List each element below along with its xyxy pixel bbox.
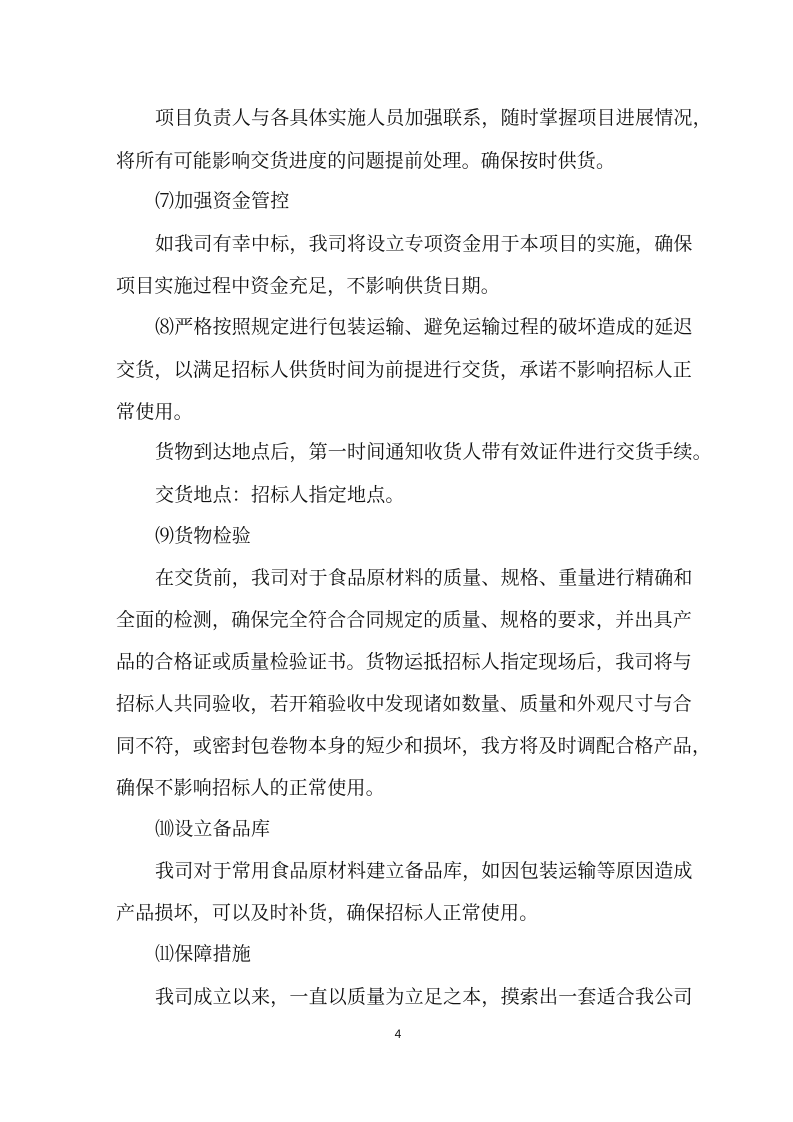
paragraph-line: 项目实施过程中资金充足，不影响供货日期。: [116, 275, 501, 297]
paragraph-line: 将所有可能影响交货进度的问题提前处理。确保按时供货。: [116, 150, 616, 172]
paragraph-line: ⑻严格按照规定进行包装运输、避免运输过程的破坏造成的延迟: [155, 316, 693, 338]
paragraph-line: 品的合格证或质量检验证书。货物运抵招标人指定现场后，我司将与: [116, 651, 693, 673]
paragraph-line: 全面的检测，确保完全符合合同规定的质量、规格的要求，并出具产: [116, 609, 693, 631]
paragraph-line: 在交货前，我司对于食品原材料的质量、规格、重量进行精确和: [155, 567, 693, 589]
paragraph-line: 常使用。: [116, 401, 193, 423]
paragraph-line: 我司对于常用食品原材料建立备品库，如因包装运输等原因造成: [155, 860, 693, 882]
paragraph-line: 我司成立以来，一直以质量为立足之本，摸索出一套适合我公司: [155, 986, 693, 1008]
section-heading: ⑽设立备品库: [155, 818, 271, 840]
paragraph-line: 交货，以满足招标人供货时间为前提进行交货，承诺不影响招标人正: [116, 359, 693, 381]
paragraph-line: 项目负责人与各具体实施人员加强联系，随时掌握项目进展情况，: [155, 107, 712, 129]
page-number: 4: [394, 1027, 402, 1041]
section-heading: ⑾保障措施: [155, 943, 252, 965]
section-heading: ⑺加强资金管控: [155, 190, 290, 212]
paragraph-line: 货物到达地点后，第一时间通知收货人带有效证件进行交货手续。: [155, 441, 712, 463]
paragraph-line: 产品损坏，可以及时补货，确保招标人正常使用。: [116, 902, 539, 924]
paragraph-line: 如我司有幸中标，我司将设立专项资金用于本项目的实施，确保: [155, 233, 693, 255]
paragraph-line: 同不符，或密封包卷物本身的短少和损坏，我方将及时调配合格产品，: [116, 735, 712, 757]
section-heading: ⑼货物检验: [155, 525, 252, 547]
paragraph-line: 确保不影响招标人的正常使用。: [116, 777, 385, 799]
paragraph-line: 招标人共同验收，若开箱验收中发现诸如数量、质量和外观尺寸与合: [116, 693, 693, 715]
paragraph-line: 交货地点：招标人指定地点。: [155, 484, 405, 506]
